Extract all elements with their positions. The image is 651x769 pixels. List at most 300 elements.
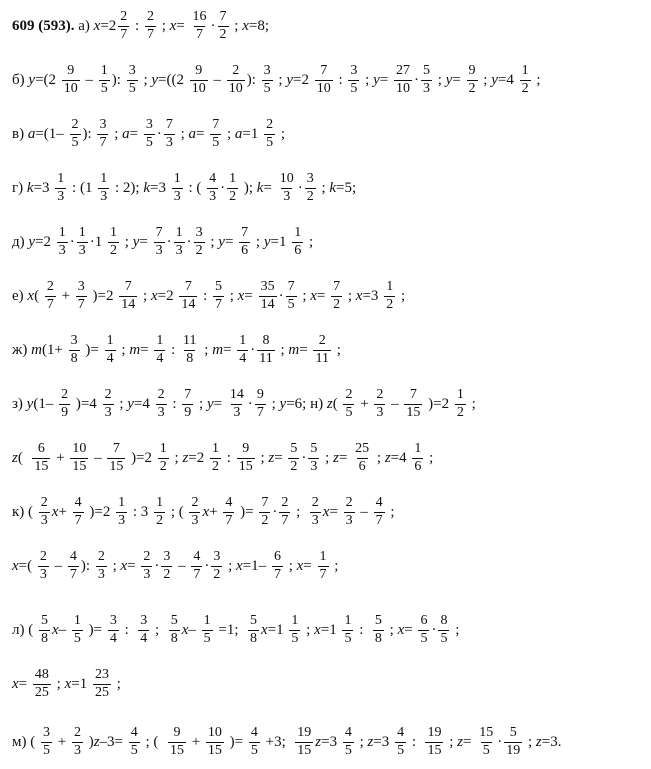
fraction-numerator: 19 <box>427 725 442 740</box>
fraction <box>353 442 371 474</box>
fraction <box>39 496 50 528</box>
variable: x <box>397 621 405 638</box>
fraction-numerator: 2 <box>61 387 69 402</box>
equation-text: = <box>338 449 352 466</box>
equation-text: – <box>356 503 372 520</box>
equation-line <box>12 226 647 258</box>
fraction-denominator: 7 <box>77 296 85 312</box>
fraction-denominator: 8 <box>374 630 382 646</box>
equation-text: : 2); <box>111 179 144 196</box>
equation-text: г) <box>12 179 27 196</box>
equation-text: ) <box>84 733 94 750</box>
variable: x <box>27 287 35 304</box>
equation-text: =(1– <box>35 125 68 142</box>
fraction <box>213 280 224 312</box>
equation-text: = <box>463 733 476 750</box>
equation-text: · <box>413 71 419 88</box>
fraction-numerator: 3 <box>213 549 221 564</box>
fraction <box>68 550 79 582</box>
equation-text: · <box>431 621 437 638</box>
fraction-denominator: 7 <box>281 512 289 528</box>
fraction <box>138 614 149 646</box>
fraction-denominator: 2 <box>212 458 220 474</box>
fraction-numerator: 1 <box>456 387 464 402</box>
equation-text: ); <box>240 179 257 196</box>
fraction-denominator: 2 <box>213 566 221 582</box>
equation-text: =2 <box>35 233 55 250</box>
fraction-numerator: 2 <box>73 725 81 740</box>
equation-text: ; <box>117 341 130 358</box>
fraction <box>161 550 172 582</box>
fraction-denominator: 10 <box>395 80 410 96</box>
fraction-denominator: 8 <box>250 630 258 646</box>
fraction-numerator: 1 <box>57 171 65 186</box>
variable: y <box>151 71 159 88</box>
equation-line <box>12 668 647 700</box>
fraction-numerator: 3 <box>99 117 107 132</box>
fraction <box>313 334 330 366</box>
fraction-denominator: 7 <box>99 134 107 150</box>
equation-text: · <box>166 233 172 250</box>
fraction <box>99 64 110 96</box>
fraction-denominator: 3 <box>422 80 430 96</box>
fraction-denominator: 3 <box>173 188 181 204</box>
equation-text: ; <box>361 71 374 88</box>
fraction-denominator: 5 <box>71 134 79 150</box>
fraction-numerator: 2 <box>345 387 353 402</box>
fraction-denominator: 2 <box>333 296 341 312</box>
fraction-denominator: 3 <box>376 404 384 420</box>
variable: m <box>288 341 300 358</box>
fraction <box>154 334 165 366</box>
fraction <box>129 726 140 758</box>
fraction <box>404 388 422 420</box>
equation-text: = <box>18 675 31 692</box>
fraction-denominator: 14 <box>121 296 136 312</box>
equation-text: з) <box>12 395 27 412</box>
equation-text: ; <box>524 733 536 750</box>
fraction-denominator: 3 <box>283 188 291 204</box>
equation-text: ; <box>139 71 152 88</box>
fraction-denominator: 5 <box>130 742 138 758</box>
fraction-numerator: 1 <box>100 63 108 78</box>
fraction-denominator: 7 <box>256 404 264 420</box>
fraction-numerator: 2 <box>376 387 384 402</box>
fraction <box>72 726 83 758</box>
equation-text: ; <box>445 733 458 750</box>
fraction <box>32 442 50 474</box>
fraction <box>308 442 319 474</box>
fraction-numerator: 5 <box>250 613 258 628</box>
fraction-denominator: 7 <box>225 512 233 528</box>
equation-text: = <box>213 395 226 412</box>
equation-text: : <box>167 341 180 358</box>
equation-text: ; <box>223 125 235 142</box>
equation-text: =3. <box>541 733 562 750</box>
fraction-numerator: 5 <box>170 613 178 628</box>
fraction <box>103 388 114 420</box>
fraction <box>93 668 111 700</box>
equation-text: + <box>58 503 71 520</box>
fraction <box>116 496 127 528</box>
fraction-denominator: 4 <box>239 350 247 366</box>
equation-text: ; <box>115 395 128 412</box>
fraction-numerator: 2 <box>143 549 151 564</box>
fraction-numerator: 1 <box>229 171 237 186</box>
fraction-denominator: 3 <box>57 188 65 204</box>
fraction <box>342 614 353 646</box>
fraction-denominator: 4 <box>140 630 148 646</box>
equation-text: (1+ <box>41 341 67 358</box>
fraction-denominator: 15 <box>207 742 222 758</box>
fraction-numerator: 2 <box>266 117 274 132</box>
fraction <box>182 388 193 420</box>
fraction-denominator: 3 <box>233 404 241 420</box>
equation-text: : 3 <box>129 503 153 520</box>
fraction <box>467 64 478 96</box>
equation-text: : ( <box>184 179 206 196</box>
fraction <box>395 726 406 758</box>
fraction-denominator: 2 <box>456 404 464 420</box>
equation-text: –3= <box>99 733 127 750</box>
variable: x <box>51 503 59 520</box>
fraction-denominator: 5 <box>100 80 108 96</box>
fraction-denominator: 7 <box>69 566 77 582</box>
equation-text: ; <box>425 449 434 466</box>
fraction-denominator: 2 <box>306 188 314 204</box>
fraction <box>504 726 522 758</box>
fraction-numerator: 1 <box>319 549 327 564</box>
fraction-denominator: 6 <box>358 458 366 474</box>
equation-text: ; <box>226 287 238 304</box>
fraction-numerator: 2 <box>39 549 47 564</box>
fraction <box>374 388 385 420</box>
fraction <box>77 226 88 258</box>
fraction-numerator: 2 <box>157 387 165 402</box>
fraction <box>207 172 218 204</box>
variable: x <box>310 287 317 304</box>
equation-text: · <box>247 395 253 412</box>
equation-text: ; <box>332 341 341 358</box>
fraction-denominator: 4 <box>156 350 164 366</box>
fraction <box>237 442 255 474</box>
fraction-numerator: 48 <box>34 667 49 682</box>
fraction-denominator: 7 <box>215 296 222 312</box>
fraction-denominator: 5 <box>263 80 271 96</box>
equation-text: ; <box>276 341 289 358</box>
equation-text: · <box>156 125 162 142</box>
equation-text: е) <box>12 287 28 304</box>
equation-text: ; <box>317 179 330 196</box>
variable: z <box>12 449 18 466</box>
fraction-numerator: 7 <box>241 225 249 240</box>
fraction-denominator: 2 <box>261 512 269 528</box>
fraction-denominator: 2 <box>163 566 171 582</box>
equation-text: = <box>316 287 330 304</box>
equation-text: · <box>250 341 256 358</box>
fraction <box>33 668 51 700</box>
equation-text: а) <box>74 17 94 34</box>
equation-text: – <box>50 557 66 574</box>
fraction <box>181 334 198 366</box>
fraction <box>164 118 175 150</box>
fraction-numerator: 3 <box>350 63 358 78</box>
fraction-numerator: 9 <box>173 725 181 740</box>
fraction-numerator: 10 <box>279 171 294 186</box>
fraction-numerator: 2 <box>318 333 326 348</box>
variable: a <box>188 125 197 142</box>
fraction-denominator: 5 <box>128 80 136 96</box>
equation-text: л) ( <box>12 621 37 638</box>
variable: y <box>445 71 453 88</box>
equation-text: ; <box>532 71 541 88</box>
variable: m <box>31 341 42 358</box>
fraction-denominator: 3 <box>40 512 48 528</box>
fraction <box>248 614 259 646</box>
equation-text: =1 <box>267 621 288 638</box>
variable: y <box>218 233 225 250</box>
fraction-denominator: 15 <box>34 458 49 474</box>
equation-line <box>12 496 647 528</box>
fraction-denominator: 19 <box>506 742 521 758</box>
variable: x <box>237 287 245 304</box>
fraction <box>72 614 83 646</box>
fraction-numerator: 14 <box>229 387 244 402</box>
fraction-denominator: 3 <box>58 242 66 258</box>
equation-text: ; <box>176 125 189 142</box>
fraction-denominator: 5 <box>145 134 153 150</box>
fraction <box>179 280 197 312</box>
fraction <box>257 334 274 366</box>
equation-text: · <box>497 733 503 750</box>
equation-text: ; <box>151 621 167 638</box>
equation-text: ; ( <box>141 733 166 750</box>
fraction-denominator: 3 <box>143 566 151 582</box>
equation-text: ; <box>305 233 314 250</box>
fraction <box>249 726 260 758</box>
fraction-denominator: 3 <box>100 188 108 204</box>
fraction-numerator: 7 <box>124 279 132 294</box>
fraction <box>255 388 266 420</box>
fraction <box>289 614 300 646</box>
equation-text: =3 <box>373 733 394 750</box>
fraction <box>421 64 432 96</box>
fraction-numerator: 2 <box>97 549 105 564</box>
fraction <box>394 64 412 96</box>
fraction <box>262 64 273 96</box>
fraction-denominator: 5 <box>287 296 295 312</box>
equation-text: ): <box>246 71 260 88</box>
fraction-denominator: 4 <box>109 630 117 646</box>
variable: z <box>315 733 322 750</box>
fraction <box>154 496 165 528</box>
variable: x <box>322 503 330 520</box>
fraction-denominator: 7 <box>273 566 281 582</box>
equation-text: к) ( <box>12 503 37 520</box>
fraction <box>259 496 270 528</box>
equation-text: = <box>127 557 140 574</box>
equation-line <box>12 550 647 582</box>
equation-text: : <box>223 449 235 466</box>
variable: y <box>206 395 214 412</box>
fraction-denominator: 7 <box>146 26 154 42</box>
fraction-numerator: 1 <box>386 279 394 294</box>
equation-text: )=2 <box>424 395 453 412</box>
fraction-numerator: 4 <box>193 549 201 564</box>
fraction <box>412 442 423 474</box>
fraction <box>310 496 321 528</box>
fraction <box>118 10 129 42</box>
fraction <box>211 550 222 582</box>
fraction-denominator: 7 <box>319 566 327 582</box>
equation-text: ; <box>52 675 65 692</box>
fraction-denominator: 6 <box>294 242 302 258</box>
equation-text: · <box>154 557 160 574</box>
fraction <box>194 226 205 258</box>
equation-text: = <box>196 125 209 142</box>
fraction-numerator: 4 <box>397 725 405 740</box>
fraction-numerator: 4 <box>225 495 233 510</box>
equation-text: ; <box>206 233 219 250</box>
equation-text: = <box>140 341 153 358</box>
equation-text: ; <box>230 17 243 34</box>
equation-line <box>12 280 647 312</box>
fraction-numerator: 3 <box>70 333 78 348</box>
variable: z <box>457 733 463 750</box>
equation-text: =2 <box>293 71 313 88</box>
equation-text: = <box>176 17 189 34</box>
fraction-numerator: 2 <box>71 117 79 132</box>
fraction-numerator: 3 <box>306 171 314 186</box>
equation-text: = <box>274 449 287 466</box>
equation-text: ; <box>397 287 406 304</box>
equation-line <box>12 388 647 420</box>
fraction <box>227 64 245 96</box>
fraction-numerator: 1 <box>78 225 86 240</box>
equation-text: ; <box>433 71 446 88</box>
equation-text: ): <box>82 125 96 142</box>
fraction-numerator: 4 <box>74 495 82 510</box>
fraction <box>206 726 224 758</box>
fraction-denominator: 3 <box>345 512 353 528</box>
fraction-denominator: 15 <box>297 742 312 758</box>
equation-text: + <box>209 503 222 520</box>
fraction <box>210 442 221 474</box>
fraction-numerator: 5 <box>290 441 298 456</box>
fraction-numerator: 35 <box>260 279 275 294</box>
fraction-numerator: 1 <box>175 225 183 240</box>
equation-text: + <box>52 449 69 466</box>
fraction-denominator: 5 <box>291 630 299 646</box>
equation-text: = <box>303 557 316 574</box>
fraction-numerator: 5 <box>374 613 382 628</box>
fraction-numerator: 2 <box>232 63 240 78</box>
fraction <box>279 496 290 528</box>
fraction-denominator: 10 <box>316 80 331 96</box>
equation-line <box>12 10 647 42</box>
variable: y <box>28 233 36 250</box>
equation-text: )= <box>84 621 106 638</box>
equation-text: = <box>452 71 465 88</box>
fraction <box>477 726 495 758</box>
fraction-numerator: 2 <box>191 495 199 510</box>
fraction <box>39 614 50 646</box>
equation-line <box>12 172 647 204</box>
fraction-numerator: 3 <box>77 279 85 294</box>
fraction-denominator: 6 <box>414 458 422 474</box>
variable: x <box>314 621 321 638</box>
fraction <box>174 226 185 258</box>
variable: x <box>12 557 19 574</box>
fraction <box>343 388 354 420</box>
fraction-numerator: 3 <box>145 117 153 132</box>
fraction-numerator: 5 <box>215 279 222 294</box>
fraction-numerator: 5 <box>422 63 430 78</box>
fraction-numerator: 6 <box>273 549 281 564</box>
fraction-denominator: 3 <box>310 458 318 474</box>
fraction-denominator: 2 <box>229 188 237 204</box>
variable: y <box>263 233 271 250</box>
equation-text: =3 <box>362 287 383 304</box>
equation-text: )= <box>236 503 258 520</box>
fraction-numerator: 6 <box>37 441 45 456</box>
fraction-denominator: 5 <box>420 630 428 646</box>
equation-text: ( <box>332 395 342 412</box>
variable: x <box>12 675 19 692</box>
equation-text: =( <box>18 557 36 574</box>
fraction-numerator: 23 <box>94 667 109 682</box>
fraction <box>425 726 443 758</box>
fraction <box>384 280 395 312</box>
variable: m <box>212 341 224 358</box>
fraction-denominator: 3 <box>209 188 217 204</box>
fraction-denominator: 14 <box>260 296 275 312</box>
equation-line <box>12 118 647 150</box>
fraction-numerator: 7 <box>219 9 227 24</box>
fraction-numerator: 3 <box>109 613 117 628</box>
fraction-numerator: 10 <box>207 725 222 740</box>
equation-text: ; <box>256 449 269 466</box>
equation-text: · <box>278 287 284 304</box>
fraction-denominator: 5 <box>345 404 353 420</box>
equation-text: ; <box>355 733 368 750</box>
variable: x <box>236 557 243 574</box>
equation-text: в) <box>12 125 28 142</box>
fraction <box>169 614 180 646</box>
fraction-denominator: 5 <box>266 134 274 150</box>
fraction-numerator: 2 <box>40 495 48 510</box>
fraction-denominator: 7 <box>120 26 128 42</box>
equation-line <box>12 442 647 474</box>
equation-text: б) <box>12 71 29 88</box>
equation-text: – <box>188 621 200 638</box>
fraction <box>520 64 531 96</box>
fraction-denominator: 5 <box>440 630 448 646</box>
equation-text: ; <box>195 395 207 412</box>
equation-text: ; <box>267 395 280 412</box>
fraction-numerator: 2 <box>46 279 54 294</box>
equation-text: = <box>139 233 152 250</box>
fraction-numerator: 5 <box>40 613 48 628</box>
variable: z <box>333 449 339 466</box>
fraction <box>331 280 342 312</box>
variable: k <box>26 179 34 196</box>
equation-text: – <box>387 395 403 412</box>
fraction-denominator: 25 <box>94 684 109 700</box>
fraction-numerator: 11 <box>183 333 197 348</box>
equation-text: )=4 <box>72 395 101 412</box>
fraction-numerator: 2 <box>146 9 154 24</box>
